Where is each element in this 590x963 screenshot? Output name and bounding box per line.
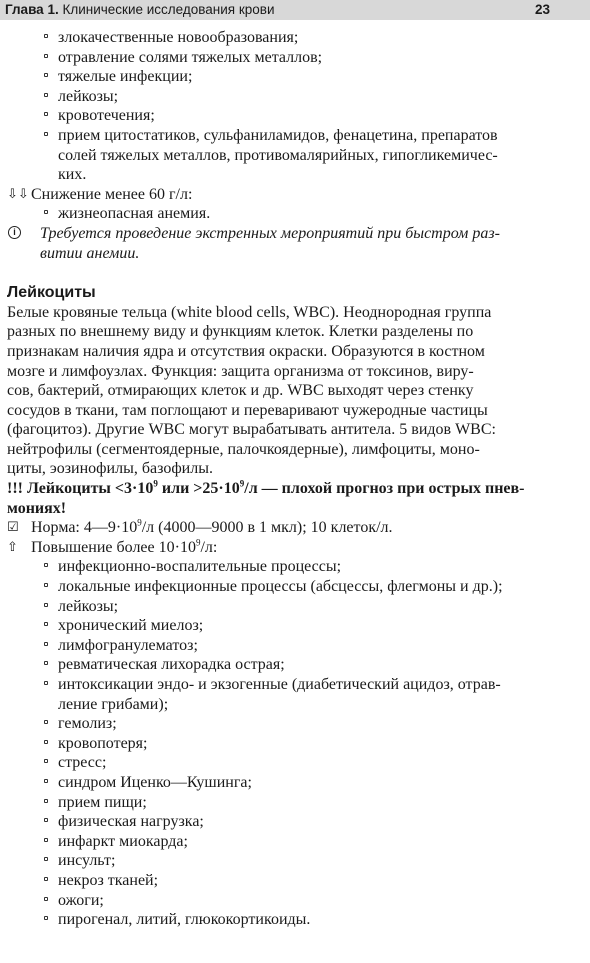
list-item: злокачественные новообразования; bbox=[7, 28, 559, 48]
list-item: некроз тканей; bbox=[7, 871, 559, 891]
list-item: гемолиз; bbox=[7, 714, 559, 734]
info-icon: i bbox=[8, 226, 21, 239]
list-item: прием цитостатиков, сульфаниламидов, фенацетина, препаратов bbox=[7, 126, 559, 146]
section-title: Лейкоциты bbox=[7, 284, 96, 302]
double-down-arrow-icon: ⇩⇩ bbox=[7, 186, 29, 202]
list-item: физическая нагрузка; bbox=[7, 812, 559, 832]
norm-line: ☑ Норма: $4—9\cdot 10^9/л$ (4000—9000 в 1 мкл); 10 клеток/л. bbox=[7, 517, 393, 537]
bullet-icon bbox=[44, 799, 48, 803]
bullet-icon bbox=[44, 916, 48, 920]
bullet-icon bbox=[44, 210, 48, 214]
bullet-icon bbox=[44, 759, 48, 763]
list-item: синдром Иценко—Кушинга; bbox=[7, 773, 559, 793]
bullet-icon bbox=[44, 838, 48, 842]
increase-line: ⇧ Повышение более $10\cdot 10^9/л$: bbox=[7, 537, 218, 556]
prognosis-warning: !!! Лейкоциты $<3\cdot 10^9$ или $>25\cdot 10^9/л$ — плохой прогноз при острых пнев- мониях! bbox=[7, 478, 525, 517]
list-item: инсульт; bbox=[7, 851, 559, 871]
list-item: кровопотеря; bbox=[7, 734, 559, 754]
bullet-icon bbox=[44, 603, 48, 607]
running-header bbox=[0, 0, 590, 20]
list-item: стресс; bbox=[7, 753, 559, 773]
bullet-icon bbox=[44, 720, 48, 724]
list-item: ревматическая лихорадка острая; bbox=[7, 655, 559, 675]
list-item-continuation: ление грибами); bbox=[58, 695, 169, 713]
list-item: локальные инфекционные процессы (абсцессы, флегмоны и др.); bbox=[7, 577, 559, 597]
list-item-continuation: солей тяжелых металлов, противомалярийных, гипогликемичес- bbox=[58, 146, 498, 164]
bullet-icon bbox=[44, 583, 48, 587]
bullet-icon bbox=[44, 54, 48, 58]
list-item: прием пищи; bbox=[7, 793, 559, 813]
bullet-icon bbox=[44, 740, 48, 744]
bullet-icon bbox=[44, 818, 48, 822]
bullet-icon bbox=[44, 622, 48, 626]
bullet-icon bbox=[44, 34, 48, 38]
chapter-label: Глава 1. bbox=[5, 2, 59, 17]
bullet-icon bbox=[44, 661, 48, 665]
bullet-icon bbox=[44, 779, 48, 783]
list-item: интоксикации эндо- и экзогенные (диабетический ацидоз, отрав- bbox=[7, 675, 559, 695]
list-item: инфекционно-воспалительные процессы; bbox=[7, 557, 559, 577]
list-item: кровотечения; bbox=[7, 106, 559, 126]
list-item: тяжелые инфекции; bbox=[7, 67, 559, 87]
list-item: отравление солями тяжелых металлов; bbox=[7, 48, 559, 68]
decrease-line bbox=[7, 185, 559, 205]
list-item: пирогенал, литий, глюкокортикоиды. bbox=[7, 910, 559, 930]
bullet-icon bbox=[44, 73, 48, 77]
list-item: инфаркт миокарда; bbox=[7, 832, 559, 852]
bullet-icon bbox=[44, 897, 48, 901]
bullet-icon bbox=[44, 642, 48, 646]
list-item: лейкозы; bbox=[7, 87, 559, 107]
description-paragraph: Белые кровяные тельца (white blood cells, WBC). Неоднородная группа разных по внешнему виду и функциям клеток. Клетки разделены по признакам наличия ядра и отсутствия окраски. Образуются в костном мозге и лимфоузлах. Функция: защита организма от токсинов, виру- сов, бактерий, отмирающих клеток и др. WBC выходят через стенку сосудов в ткани, там поглощают и переваривают чужеродные частицы (фагоцитоз). Другие WBC могут вырабатывать антитела. 5 видов WBC: нейтрофилы (сегментоядерные, палочкоядерные), лимфоциты, моно- циты, эозинофилы, базофилы. bbox=[7, 303, 496, 478]
bullet-icon bbox=[44, 132, 48, 136]
list-item: жизнеопасная анемия. bbox=[7, 204, 559, 224]
list-item: лимфогранулематоз; bbox=[7, 636, 559, 656]
increase-causes-list bbox=[7, 557, 559, 929]
bullet-icon bbox=[44, 681, 48, 685]
list-item: лейкозы; bbox=[7, 597, 559, 617]
bullet-icon bbox=[44, 563, 48, 567]
list-item-continuation: ких. bbox=[58, 166, 87, 184]
info-note: i Требуется проведение экстренных мероприятий при быстром раз- витии анемии. bbox=[7, 224, 559, 263]
list-item: хронический миелоз; bbox=[7, 616, 559, 636]
page-content bbox=[7, 28, 559, 930]
up-arrow-icon: ⇧ bbox=[7, 539, 18, 555]
causes-list bbox=[7, 28, 559, 185]
decrease-text: Снижение менее 60 г/л: bbox=[31, 185, 193, 203]
bullet-icon bbox=[44, 857, 48, 861]
page-number: 23 bbox=[534, 2, 550, 17]
chapter-title: Клинические исследования крови bbox=[62, 2, 275, 17]
checkbox-icon: ☑ bbox=[7, 520, 19, 536]
bullet-icon bbox=[44, 112, 48, 116]
bullet-icon bbox=[44, 877, 48, 881]
chapter-heading bbox=[5, 0, 275, 20]
list-item: ожоги; bbox=[7, 891, 559, 911]
bullet-icon bbox=[44, 93, 48, 97]
